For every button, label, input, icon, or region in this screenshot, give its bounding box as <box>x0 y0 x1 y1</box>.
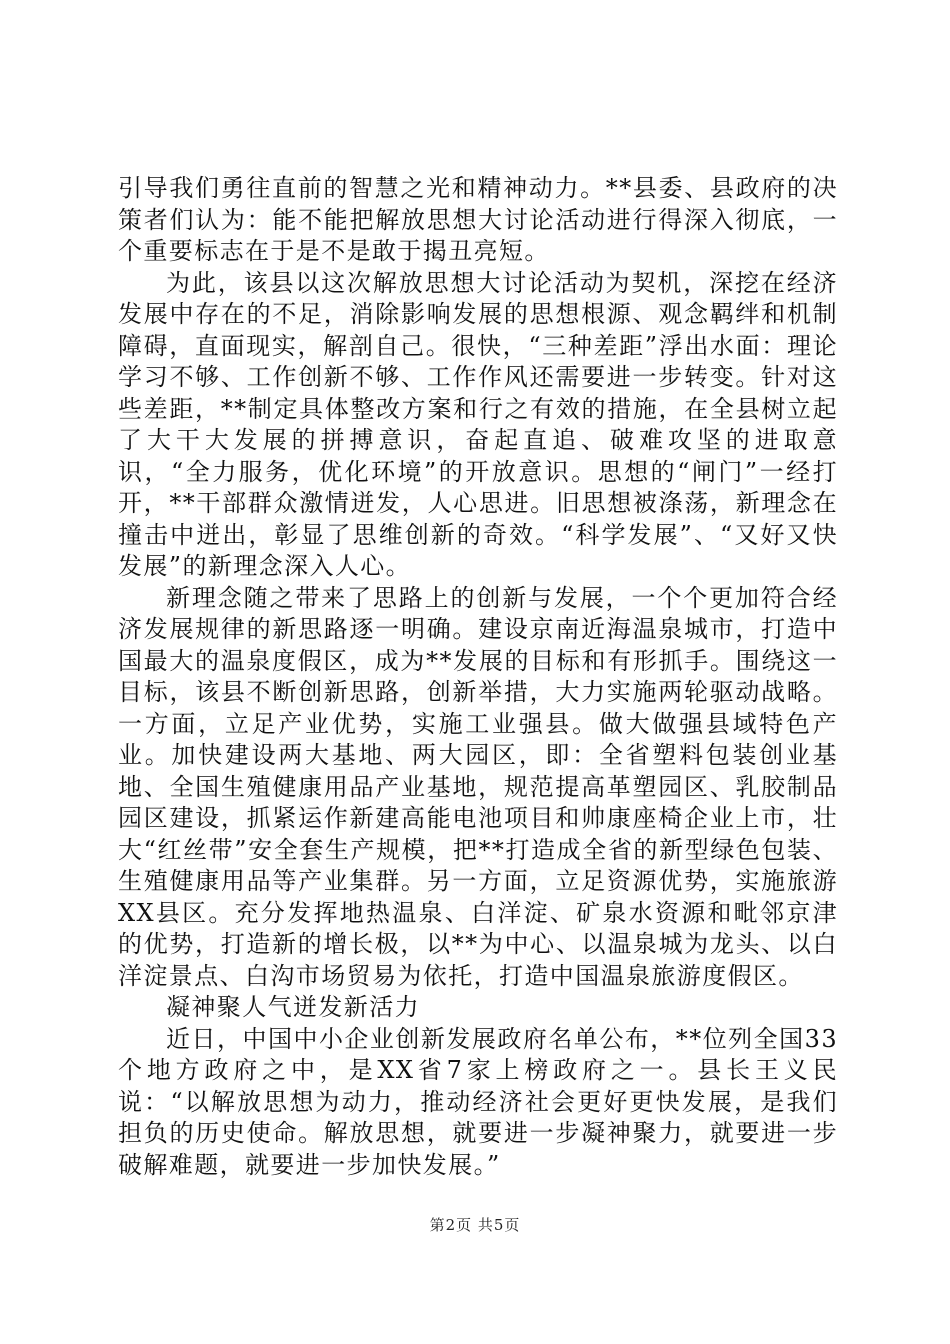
paragraph-continuation: 引导我们勇往直前的智慧之光和精神动力。**县委、县政府的决策者们认为：能不能把解放思想大讨论活动进行得深入彻底，一个重要标志在于是不是敢于揭丑亮短。 <box>118 174 838 265</box>
paragraph-recent-news: 近日，中国中小企业创新发展政府名单公布，**位列全国33个地方政府之中，是XX省7家上榜政府之一。县长王义民说：“以解放思想为动力，推动经济社会更好更快发展，是我们担负的历史使命。解放思想，就要进一步凝神聚力，就要进一步破解难题，就要进一步加快发展。” <box>118 1024 838 1179</box>
page-footer: 第2页 共5页 <box>429 1216 521 1234</box>
paragraph-new-ideas: 新理念随之带来了思路上的创新与发展，一个个更加符合经济发展规律的新思路逐一明确。建设京南近海温泉城市，打造中国最大的温泉度假区，成为**发展的目标和有形抓手。围绕这一目标，该县不断创新思路，创新举措，大力实施两轮驱动战略。一方面，立足产业优势，实施工业强县。做大做强县域特色产业。加快建设两大基地、两大园区，即：全省塑料包装创业基地、全国生殖健康用品产业基地，规范提高革塑园区、乳胶制品园区建设，抓紧运作新建高能电池项目和帅康座椅企业上市，壮大“红丝带”安全套生产规模，把**打造成全省的新型绿色包装、生殖健康用品等产业集群。另一方面，立足资源优势，实施旅游XX县区。充分发挥地热温泉、白洋淀、矿泉水资源和毗邻京津的优势，打造新的增长极，以**为中心、以温泉城为龙头、以白洋淀景点、白沟市场贸易为依托，打造中国温泉旅游度假区。 <box>118 583 838 990</box>
section-heading: 凝神聚人气迸发新活力 <box>166 993 420 1021</box>
document-body <box>118 173 838 1181</box>
paragraph-gaps: 为此，该县以这次解放思想大讨论活动为契机，深挖在经济发展中存在的不足，消除影响发展的思想根源、观念羁绊和机制障碍，直面现实，解剖自己。很快，“三种差距”浮出水面：理论学习不够、工作创新不够、工作作风还需要进一步转变。针对这些差距，**制定具体整改方案和行之有效的措施，在全县树立起了大干大发展的拼搏意识，奋起直追、破难攻坚的进取意识，“全力服务，优化环境”的开放意识。思想的“闸门”一经打开，**干部群众激情迸发，人心思进。旧思想被涤荡，新理念在撞击中迸出，彰显了思维创新的奇效。“科学发展”、“又好又快发展”的新理念深入人心。 <box>118 268 838 580</box>
